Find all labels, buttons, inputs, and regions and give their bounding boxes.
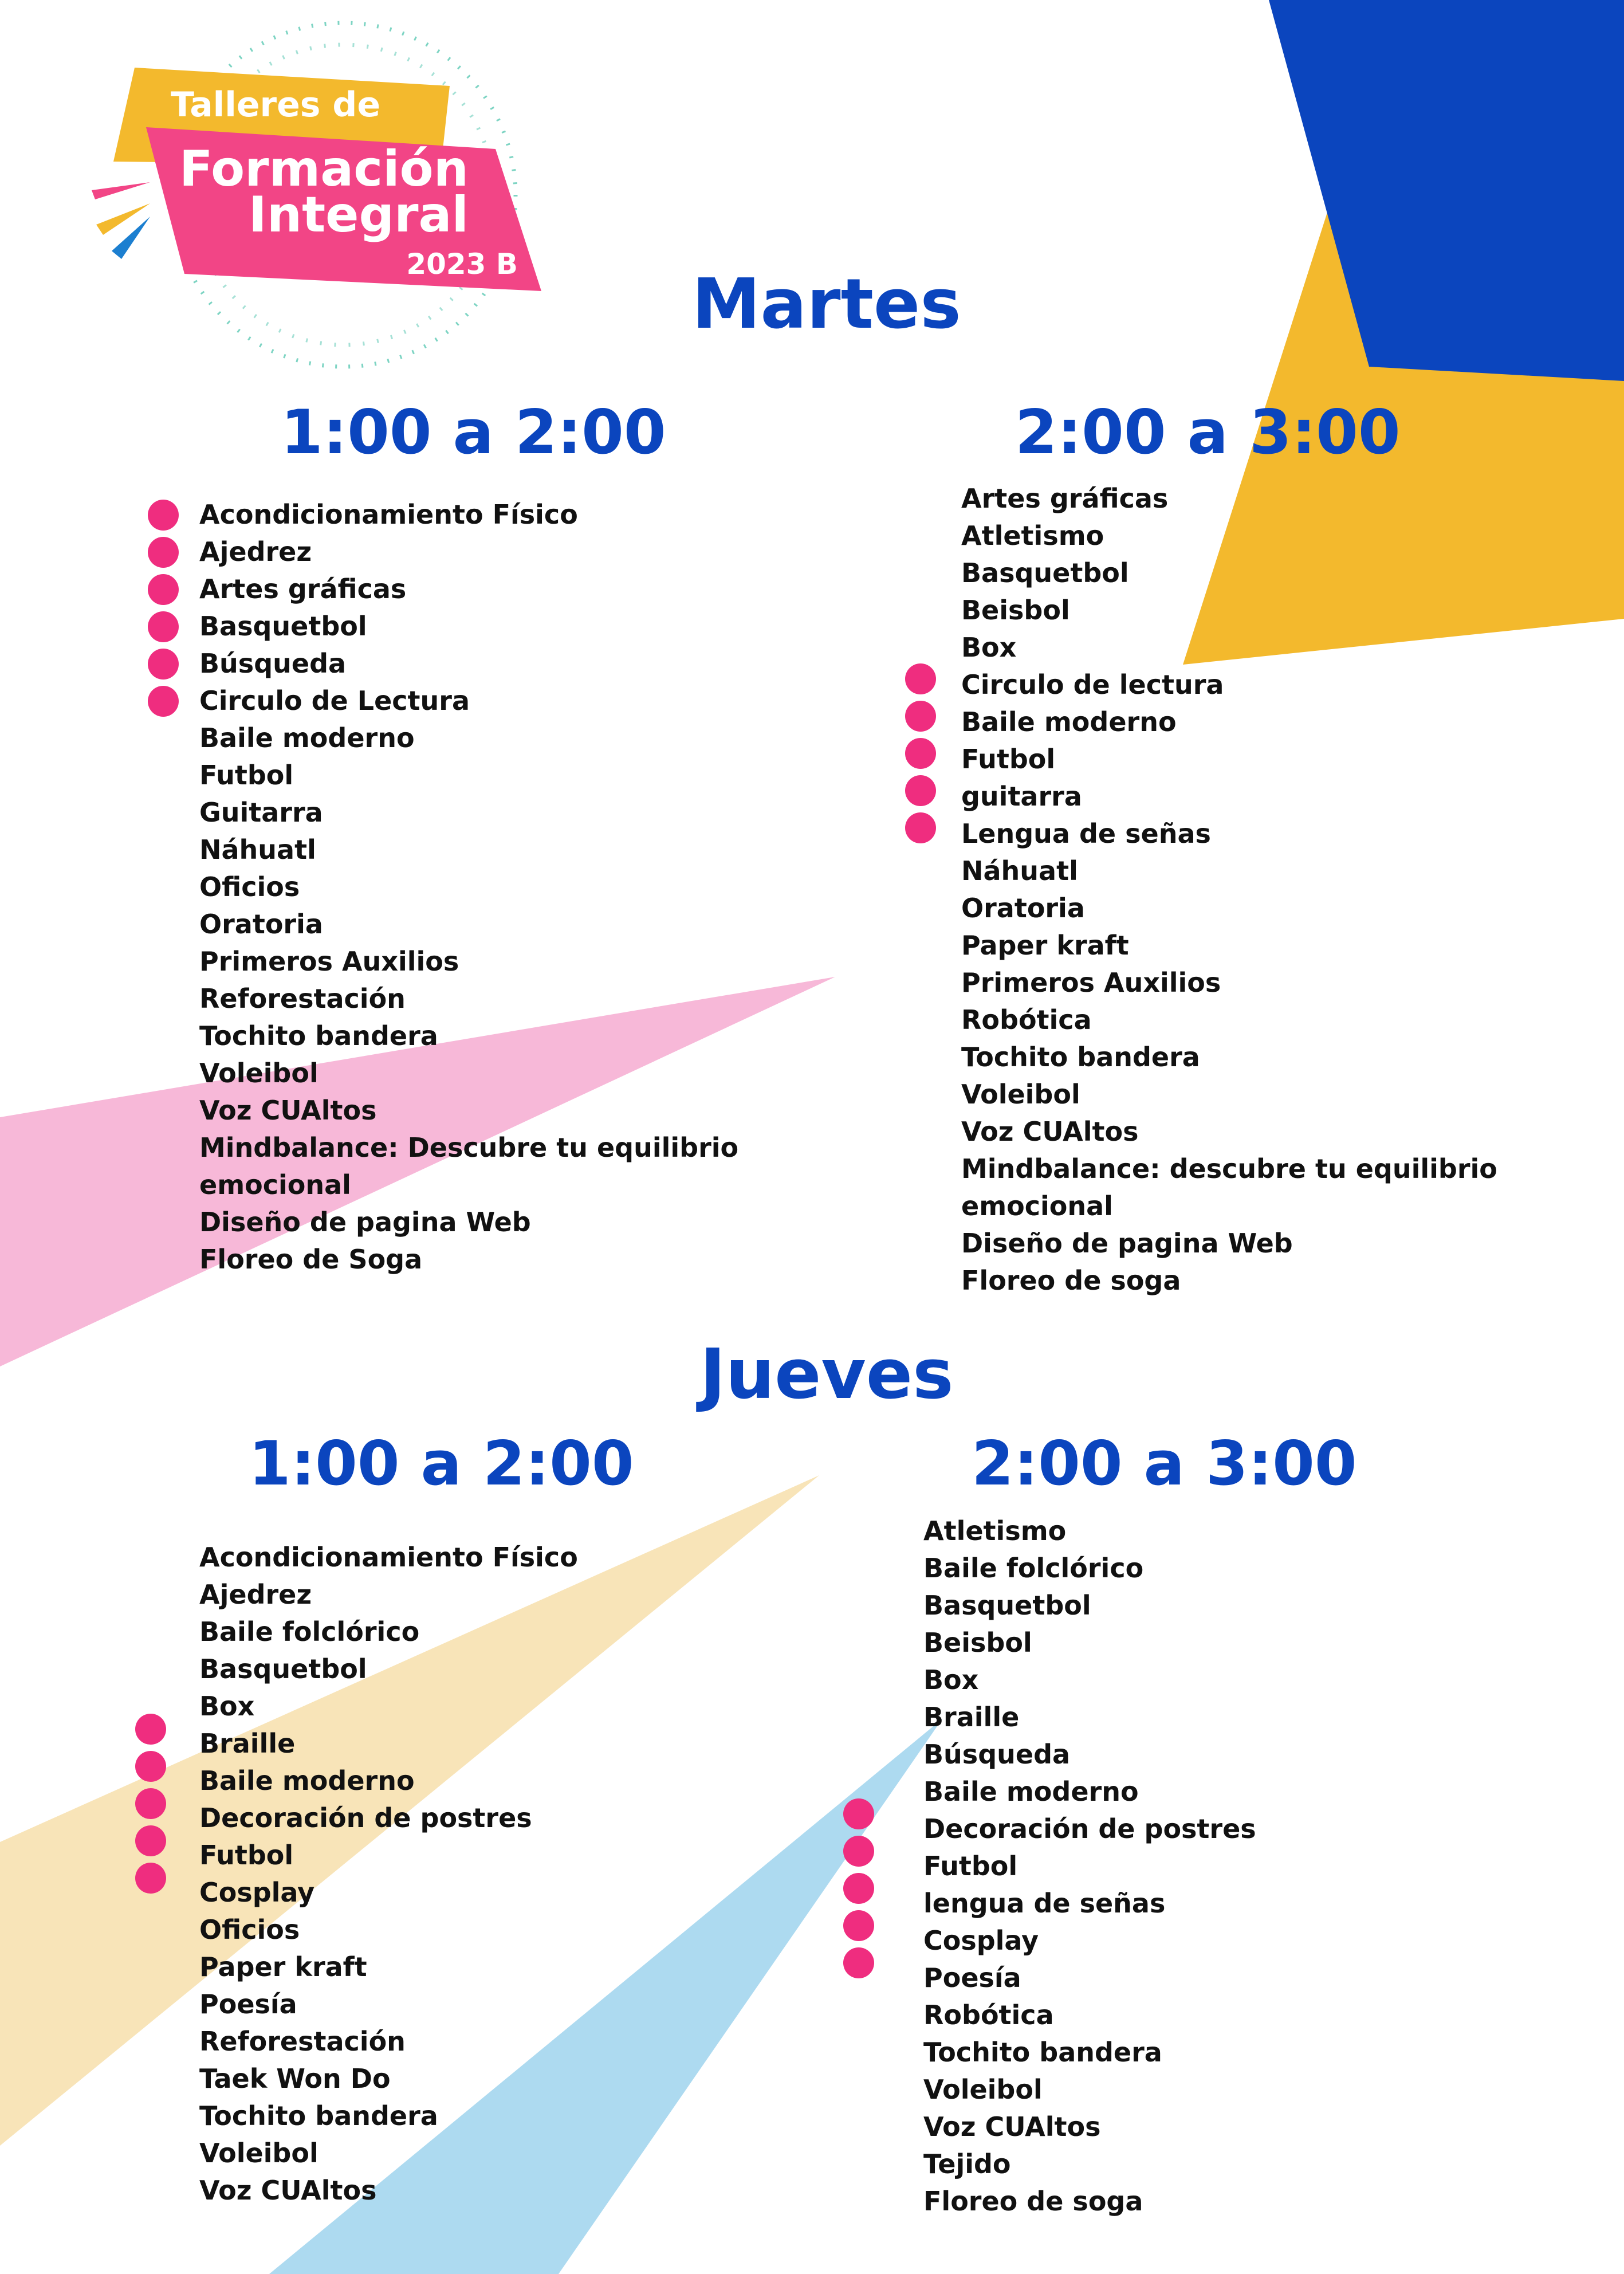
logo-line-2: Formación (179, 140, 469, 198)
list-item: Oficios (199, 1914, 300, 1945)
list-item: Futbol (199, 1840, 294, 1871)
list-item: Voz CUAltos (199, 1095, 377, 1126)
list-item: Oratoria (961, 893, 1085, 924)
bullet-dot (843, 1910, 874, 1941)
list-item: Baile moderno (923, 1776, 1139, 1807)
list-item: Oficios (199, 871, 300, 902)
list-item: Basquetbol (961, 557, 1129, 588)
list-item: Poesía (199, 1989, 297, 2020)
bullet-dot (148, 686, 179, 717)
logo-line-1: Talleres de (171, 85, 381, 125)
list-item: Atletismo (923, 1515, 1067, 1546)
bullet-dot (905, 663, 936, 694)
list-item: Circulo de lectura (961, 669, 1224, 700)
list-item: Voleibol (199, 1058, 318, 1089)
martes-slot1-list (199, 496, 738, 1278)
list-item: Ajedrez (199, 1579, 312, 1610)
list-item: Baile moderno (961, 706, 1177, 737)
list-item: Decoración de postres (199, 1802, 532, 1833)
bullet-dot (905, 775, 936, 806)
list-item: Basquetbol (199, 611, 367, 642)
logo-year: 2023 B (406, 248, 518, 281)
bullet-dot (843, 1798, 874, 1829)
list-item: Voleibol (199, 2138, 318, 2169)
list-item: Primeros Auxilios (199, 946, 459, 977)
list-item: lengua de señas (923, 1888, 1166, 1919)
list-item: Floreo de soga (923, 2186, 1143, 2217)
list-item: Futbol (199, 760, 294, 791)
list-item: Paper kraft (961, 930, 1129, 961)
list-item: Basquetbol (923, 1590, 1091, 1621)
bullet-dot (148, 537, 179, 568)
bullet-dot (843, 1836, 874, 1867)
list-item: Beisbol (961, 595, 1070, 626)
list-item: Poesía (923, 1962, 1021, 1993)
list-item: Circulo de Lectura (199, 685, 470, 716)
jueves-title: Jueves (700, 1335, 954, 1415)
jueves-slot2-list (923, 1513, 1256, 2220)
list-item: Floreo de Soga (199, 1244, 423, 1275)
list-item: Voz CUAltos (923, 2111, 1101, 2142)
bullet-dot (135, 1825, 166, 1856)
bullet-dot (905, 738, 936, 769)
list-item: Basquetbol (199, 1654, 367, 1684)
list-item: Náhuatl (961, 855, 1078, 886)
list-item: Baile moderno (199, 722, 415, 753)
list-item: emocional (199, 1169, 351, 1200)
list-item: Acondicionamiento Físico (199, 1542, 578, 1573)
martes-title: Martes (692, 265, 961, 344)
list-item: Braille (199, 1728, 296, 1759)
bullet-dot (135, 1751, 166, 1782)
list-item: Box (923, 1664, 979, 1695)
bullet-dot (843, 1947, 874, 1978)
list-item: Mindbalance: Descubre tu equilibrio (199, 1132, 739, 1163)
jueves-slot2-time: 2:00 a 3:00 (972, 1428, 1357, 1499)
list-item: Voz CUAltos (961, 1116, 1139, 1147)
list-item: Cosplay (923, 1925, 1039, 1956)
list-item: Baile moderno (199, 1765, 415, 1796)
list-item: Braille (923, 1702, 1020, 1733)
list-item: Guitarra (199, 797, 323, 828)
list-item: Mindbalance: descubre tu equilibrio (961, 1153, 1497, 1184)
list-item: Tochito bandera (923, 2037, 1162, 2068)
list-item: Cosplay (199, 1877, 315, 1908)
list-item: Artes gráficas (199, 574, 407, 604)
list-item: Tejido (923, 2149, 1011, 2179)
list-item: Robótica (923, 2000, 1054, 2031)
logo-line-3: Integral (248, 186, 469, 243)
list-item: Decoración de postres (923, 1813, 1256, 1844)
bullet-dot (148, 611, 179, 642)
list-item: Artes gráficas (961, 483, 1169, 514)
bullet-dot (148, 574, 179, 605)
list-item: Tochito bandera (961, 1042, 1200, 1073)
list-item: Baile folclórico (923, 1553, 1144, 1584)
martes-slot2-list (961, 480, 1497, 1299)
list-item: Tochito bandera (199, 2100, 438, 2131)
bullet-dot (135, 1863, 166, 1894)
jueves-slot1-list (199, 1539, 578, 2209)
list-item: Box (199, 1691, 255, 1722)
logo-stroke-pink (92, 182, 150, 199)
logo-stroke-yellow (96, 203, 150, 235)
bullet-dot (843, 1873, 874, 1904)
list-item: Box (961, 632, 1017, 663)
martes-slot1-time: 1:00 a 2:00 (281, 397, 666, 468)
logo-title (172, 140, 469, 243)
list-item: Robótica (961, 1004, 1092, 1035)
list-item: Reforestación (199, 983, 406, 1014)
list-item: Floreo de soga (961, 1265, 1181, 1296)
list-item: Búsqueda (199, 648, 347, 679)
martes-slot2-time: 2:00 a 3:00 (1015, 397, 1401, 468)
list-item: Ajedrez (199, 536, 312, 567)
list-item: Primeros Auxilios (961, 967, 1221, 998)
list-item: Náhuatl (199, 834, 316, 865)
list-item: Voz CUAltos (199, 2175, 377, 2206)
list-item: Paper kraft (199, 1951, 367, 1982)
list-item: Baile folclórico (199, 1616, 420, 1647)
bullet-dot (905, 812, 936, 843)
jueves-slot1-time: 1:00 a 2:00 (249, 1428, 634, 1499)
bullet-dot (135, 1788, 166, 1819)
list-item: Lengua de señas (961, 818, 1211, 849)
list-item: Diseño de pagina Web (961, 1228, 1293, 1259)
list-item: Futbol (923, 1851, 1018, 1882)
bullet-dot (135, 1714, 166, 1745)
list-item: Búsqueda (923, 1739, 1071, 1770)
list-item: guitarra (961, 781, 1082, 812)
list-item: Atletismo (961, 520, 1104, 551)
list-item: Acondicionamiento Físico (199, 499, 578, 530)
list-item: Taek Won Do (199, 2063, 391, 2094)
list-item: Reforestación (199, 2026, 406, 2057)
list-item: emocional (961, 1191, 1113, 1222)
bullet-dot (905, 701, 936, 732)
list-item: Diseño de pagina Web (199, 1207, 531, 1238)
list-item: Voleibol (961, 1079, 1080, 1110)
bullet-dot (148, 500, 179, 531)
list-item: Oratoria (199, 909, 323, 940)
list-item: Voleibol (923, 2074, 1043, 2105)
list-item: Futbol (961, 744, 1056, 775)
bullet-dot (148, 649, 179, 680)
list-item: Tochito bandera (199, 1020, 438, 1051)
list-item: Beisbol (923, 1627, 1032, 1658)
